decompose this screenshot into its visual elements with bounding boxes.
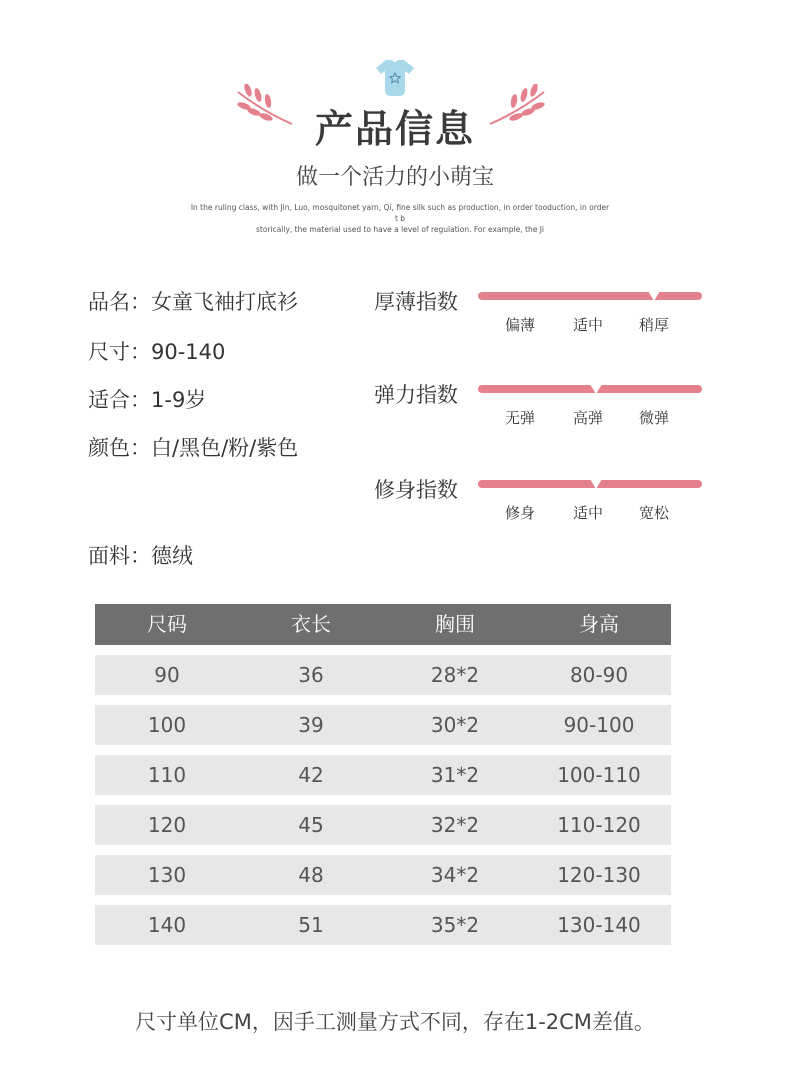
thickness-index-options (478, 314, 702, 334)
table-row (95, 855, 671, 895)
table-cell: 90 (154, 663, 180, 687)
fit-index-options (478, 502, 702, 522)
elasticity-index-options (478, 407, 702, 427)
table-cell: 110-120 (557, 813, 641, 837)
table-cell: 140 (147, 913, 187, 937)
table-cell: 130-140 (557, 913, 641, 937)
index-option: 微弹 (638, 409, 669, 427)
table-cell: 32*2 (430, 813, 480, 837)
index-option: 偏薄 (504, 316, 535, 334)
table-row (95, 755, 671, 795)
table-cell: 42 (298, 763, 324, 787)
index-option: 修身 (504, 504, 535, 522)
table-cell: 100 (147, 713, 187, 737)
table-cell: 34*2 (430, 863, 480, 887)
table-cell: 110 (147, 763, 187, 787)
table-cell: 100-110 (557, 763, 641, 787)
index-option: 无弹 (504, 409, 535, 427)
elasticity-index-bar (478, 384, 702, 394)
table-cell: 35*2 (430, 913, 480, 937)
index-option: 适中 (572, 316, 603, 334)
product-age: 适合：1-9岁 (88, 388, 207, 412)
table-cell: 120 (147, 813, 187, 837)
table-cell: 130 (147, 863, 187, 887)
product-color: 颜色：白/黑色/粉/紫色 (88, 436, 299, 460)
fit-index (374, 474, 704, 534)
english-caption-line-2: storically, the material used to have a level of regulation. For example, the Ji (255, 225, 544, 234)
product-name: 品名：女童飞袖打底衫 (88, 290, 298, 314)
table-header-cell: 身高 (579, 612, 619, 636)
table-cell: 48 (298, 863, 324, 887)
index-option: 适中 (572, 504, 603, 522)
page-subtitle: 做一个活力的小萌宝 (295, 165, 494, 190)
table-header-row (95, 604, 671, 645)
table-cell: 51 (298, 913, 324, 937)
table-cell: 80-90 (569, 663, 629, 687)
thickness-index-bar (478, 291, 702, 301)
table-cell: 39 (298, 713, 324, 737)
baby-onesie-icon (374, 58, 416, 98)
thickness-index (374, 286, 704, 346)
english-caption (190, 202, 610, 235)
index-option: 高弹 (572, 409, 603, 427)
elasticity-index-label: 弹力指数 (374, 383, 458, 407)
table-cell: 31*2 (430, 763, 480, 787)
table-row (95, 705, 671, 745)
table-row (95, 805, 671, 845)
table-header-cell: 衣长 (291, 612, 331, 636)
product-size: 尺寸：90-140 (88, 340, 226, 364)
table-cell: 30*2 (430, 713, 480, 737)
product-fabric: 面料：德绒 (88, 544, 193, 568)
elasticity-index (374, 379, 704, 439)
table-row (95, 905, 671, 945)
thickness-index-label: 厚薄指数 (374, 290, 458, 314)
fit-index-label: 修身指数 (374, 478, 458, 502)
table-cell: 36 (298, 663, 324, 687)
fit-index-bar (478, 479, 702, 489)
table-cell: 45 (298, 813, 324, 837)
measurement-footnote: 尺寸单位CM，因手工测量方式不同，存在1-2CM差值。 (135, 1010, 655, 1034)
table-cell: 90-100 (563, 713, 635, 737)
index-option: 稍厚 (638, 316, 669, 334)
table-cell: 120-130 (557, 863, 641, 887)
table-cell: 28*2 (430, 663, 480, 687)
index-option: 宽松 (638, 504, 669, 522)
table-row (95, 655, 671, 695)
english-caption-line-1: In the ruling class, with Jin, Luo, mosquitonet yarn, Qi, fine silk such as production, in order tooduction, in order t b (190, 203, 610, 223)
page-title: 产品信息 (314, 107, 475, 151)
table-header-cell: 尺码 (147, 612, 187, 636)
header (0, 0, 790, 240)
table-header-cell: 胸围 (435, 612, 475, 636)
